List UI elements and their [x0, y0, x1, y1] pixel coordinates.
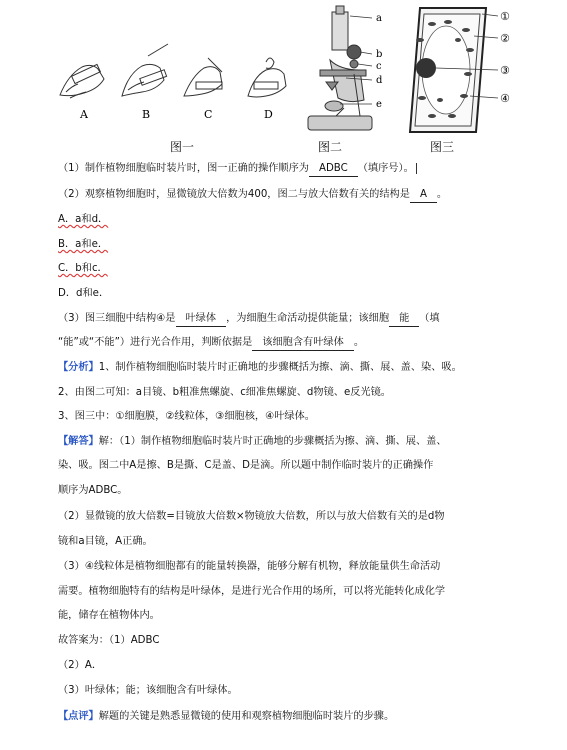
- fig1-label-d: D: [264, 108, 273, 121]
- fig1-label-a: A: [80, 108, 88, 121]
- question-1: [58, 162, 537, 177]
- fig1-label-b: B: [142, 108, 151, 121]
- comment-tag: 【点评】: [58, 711, 99, 722]
- solution-line-7: 需要。植物细胞特有的结构是叶绿体，是进行光合作用的场所，可以将光能转化成化学: [58, 586, 446, 597]
- solution-tag: 【解答】: [58, 436, 99, 447]
- fig2-caption: 图二: [318, 140, 343, 154]
- fig2-label-e: e: [376, 99, 382, 110]
- analysis-line-3: 3、图三中：①细胞膜，②线粒体，③细胞核，④叶绿体。: [58, 411, 315, 422]
- fig2-label-a: a: [376, 13, 382, 24]
- answer-line-1: 故答案为：（1）ADBC: [58, 635, 160, 646]
- question-3-line-2: “能”或“不能”）进行光合作用，判断依据是 该细胞含有叶绿体 。: [58, 336, 537, 351]
- solution-line-5: 镜和a目镜，A正确。: [58, 536, 153, 547]
- fig1-caption: 图一: [170, 140, 195, 154]
- solution-line-4: （2）显微镜的放大倍数=目镜放大倍数×物镜放大倍数，所以与放大倍数有关的是d物: [58, 511, 445, 522]
- q3-answer-2: 能: [389, 312, 419, 327]
- comment-line: 【点评】解题的关键是熟悉显微镜的使用和观察植物细胞临时装片的步骤。: [58, 711, 395, 722]
- option-a: A．a和d．: [58, 214, 109, 225]
- fig3-label-3: ③: [500, 64, 510, 77]
- figures-area: [0, 0, 567, 158]
- analysis-line-1: 【分析】1、制作植物细胞临时装片时正确地的步骤概括为擦、滴、撕、展、盖、染、吸。: [58, 362, 462, 373]
- question-3-line-1: （3）图三细胞中结构④是 叶绿体 ，为细胞生命活动提供能量；该细胞 能 （填: [58, 312, 537, 327]
- fig3-label-1: ①: [500, 10, 510, 23]
- fig2-label-c: c: [376, 61, 382, 72]
- answer-line-3: （3）叶绿体；能；该细胞含有叶绿体。: [58, 685, 238, 696]
- option-b: B．a和e．: [58, 239, 109, 250]
- analysis-tag: 【分析】: [58, 362, 99, 373]
- microscope-illustration: [308, 6, 372, 130]
- plant-cell-illustration: [410, 8, 486, 132]
- solution-line-3: 顺序为ADBC。: [58, 485, 128, 496]
- solution-line-8: 能，储存在植物体内。: [58, 610, 160, 621]
- answer-line-2: （2）A．: [58, 660, 103, 671]
- q1-suffix: （填序号）。: [357, 163, 414, 174]
- fig2-label-b: b: [376, 49, 383, 60]
- solution-line-2: 染、吸。图二中A是擦、B是撕、C是盖、D是滴。所以题中制作临时装片的正确操作: [58, 460, 434, 471]
- fig1-label-c: C: [204, 108, 213, 121]
- fig3-caption: 图三: [430, 140, 455, 154]
- analysis-line-2: 2、由图二可知：a目镜、b粗准焦螺旋、c细准焦螺旋、d物镜、e反光镜。: [58, 387, 391, 398]
- text-cursor: [416, 163, 417, 174]
- solution-line-1: 【解答】解：（1）制作植物细胞临时装片时正确地的步骤概括为擦、滴、撕、展、盖、: [58, 436, 447, 447]
- q2-text: （2）观察植物细胞时，显微镜放大倍数为400，图二与放大倍数有关的结构是: [58, 189, 410, 200]
- fig2-label-d: d: [376, 75, 383, 86]
- figures-illustration: [0, 0, 567, 158]
- option-d: D．d和e．: [58, 288, 110, 299]
- q2-suffix: 。: [436, 189, 448, 200]
- q3-answer-3: 该细胞含有叶绿体: [252, 336, 354, 351]
- q1-text: （1）制作植物细胞临时装片时，图一正确的操作顺序为: [58, 163, 309, 174]
- fig3-label-4: ④: [500, 92, 510, 105]
- q3-answer-1: 叶绿体: [176, 312, 227, 327]
- fig3-label-2: ②: [500, 32, 510, 45]
- q1-answer: ADBC: [309, 162, 358, 177]
- fig1-hands-illustration: [60, 44, 286, 98]
- solution-line-6: （3）④线粒体是植物细胞都有的能量转换器，能够分解有机物，释放能量供生命活动: [58, 561, 441, 572]
- q2-answer: A: [410, 188, 437, 203]
- question-2: [58, 188, 537, 203]
- option-c: C．b和c．: [58, 263, 108, 274]
